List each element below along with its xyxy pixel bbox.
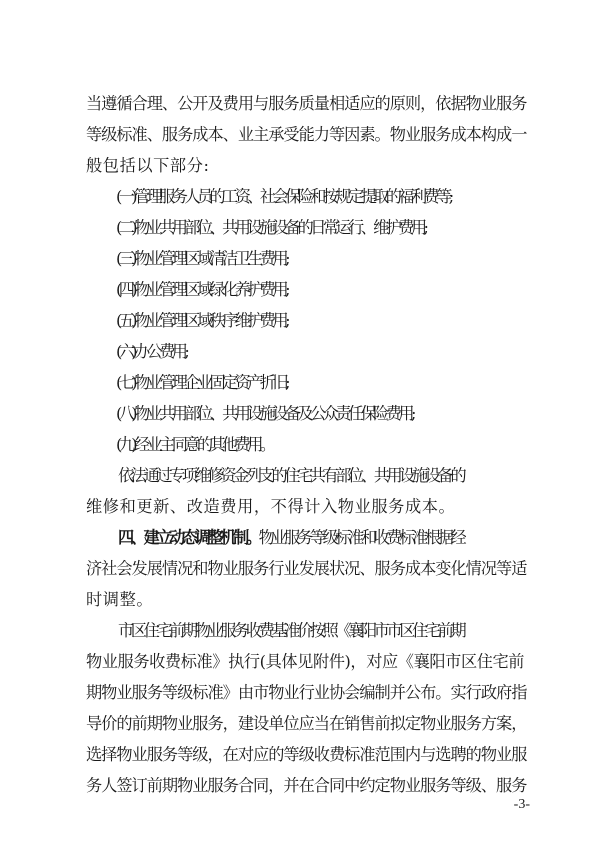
cost-item: (八)物业共用部位、共用设施设备及公众责任保险费用;	[116, 404, 413, 423]
section-four-text: 物业服务等级标准和收费标准根据经	[258, 528, 464, 547]
pricing-line: 物业服务收费标准》执行(具体见附件)，对应《襄阳市区住宅前	[86, 652, 525, 671]
cost-item: (六)办公费用;	[116, 342, 187, 361]
exclusion-line: 依法通过专项维修资金列支的住宅共有部位、共用设施设备的	[118, 466, 464, 485]
exclusion-line: 维修和更新、改造费用，不得计入物业服务成本。	[86, 497, 456, 516]
pricing-line: 市区住宅前期物业服务收费基准价按照《襄阳市市区住宅前期	[118, 621, 464, 640]
section-heading: 四、建立动态调整机制。	[118, 528, 259, 547]
section-four-line: 济社会发展情况和物业服务行业发展状况、服务成本变化情况等适	[86, 559, 527, 578]
cost-item: (四)物业管理区域绿化养护费用;	[116, 280, 287, 299]
section-four-first-line	[118, 527, 552, 549]
intro-line: 等级标准、服务成本、业主承受能力等因素。物业服务成本构成一	[86, 125, 527, 144]
pricing-line: 期物业服务等级标准》由市物业行业协会编制并公布。实行政府指	[86, 683, 527, 702]
pricing-line: 选择物业服务等级，在对应的等级收费标准范围内与选聘的物业服	[86, 745, 527, 764]
cost-item: (五)物业管理区域秩序维护费用;	[116, 311, 287, 330]
cost-item: (七)物业管理企业固定资产折旧;	[116, 373, 287, 392]
cost-item: (一)管理服务人员的工资、社会保险和按规定提取的福利费等;	[116, 187, 451, 206]
page-number: -3-	[513, 797, 530, 812]
pricing-line: 导价的前期物业服务，建设单位应当在销售前拟定物业服务方案，	[86, 714, 527, 733]
intro-line: 般包括以下部分:	[86, 156, 210, 175]
section-four-line: 时调整。	[86, 590, 154, 609]
cost-item: (九)经业主同意的其他费用。	[116, 435, 273, 454]
intro-line: 当遵循合理、公开及费用与服务质量相适应的原则，依据物业服务	[86, 94, 527, 113]
pricing-line: 务人签订前期物业服务合同，并在合同中约定物业服务等级、服务	[86, 776, 527, 795]
cost-item: (三)物业管理区域清洁卫生费用;	[116, 249, 287, 268]
cost-item: (二)物业共用部位、共用设施设备的日常运行、维护费用;	[116, 218, 426, 237]
